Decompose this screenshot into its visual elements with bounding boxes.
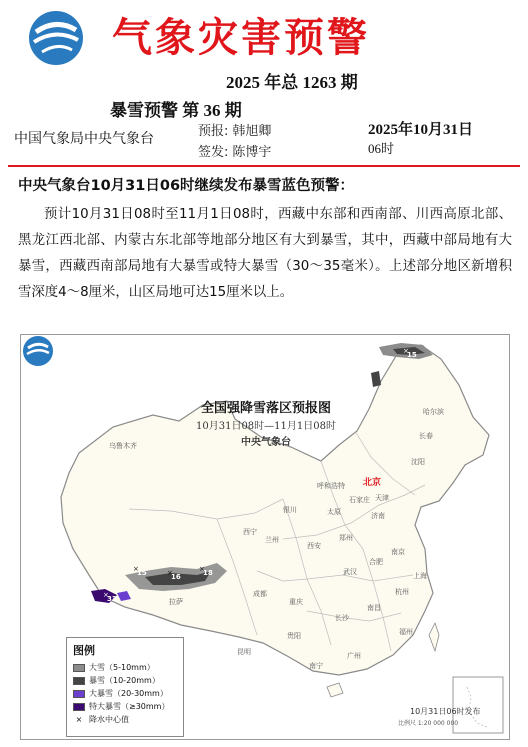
city-hangzhou: 杭州 <box>395 588 409 596</box>
snow-center-value: 33 <box>107 595 117 603</box>
approver-name: 陈博宇 <box>232 145 272 160</box>
city-huhehaote: 呼和浩特 <box>317 482 345 490</box>
legend-label: 大暴雪（20-30mm） <box>89 689 168 698</box>
legend-swatch <box>73 690 85 698</box>
city-guiyang: 贵阳 <box>287 632 301 640</box>
city-shanghai: 上海 <box>413 572 427 580</box>
city-beijing: 北京 <box>363 478 382 488</box>
city-lasa: 拉萨 <box>169 598 183 606</box>
approver-label: 签发: <box>198 145 229 160</box>
cma-map-logo-icon <box>21 335 55 367</box>
legend-label: 特大暴雪（≥30mm） <box>89 702 170 711</box>
forecaster-name: 韩旭卿 <box>232 124 272 139</box>
city-tianjin: 天津 <box>375 494 389 502</box>
city-nanjing: 南京 <box>391 548 405 556</box>
city-kunming: 昆明 <box>237 648 251 656</box>
legend-title: 图例 <box>73 644 95 657</box>
city-nanning: 南宁 <box>309 662 323 670</box>
legend-item-blizzard <box>73 674 177 687</box>
forecaster-line <box>198 120 271 139</box>
legend-item-center <box>73 713 177 726</box>
city-haerbin: 哈尔滨 <box>423 408 444 416</box>
city-chengdu: 成都 <box>253 590 267 598</box>
bulletin-body: 预计10月31日08时至11月1日08时，西藏中东部和西南部、川西高原北部、黑龙江西北部、内蒙古东北部等地部分地区有大到暴雪，其中，西藏中部局地有大暴雪，西藏西南部局地有大暴雪或特大暴雪（30～35毫米）。上述部分地区新增积雪深度4～8厘米，山区局地可达15厘米以上。 <box>18 207 512 300</box>
city-taiyuan: 太原 <box>327 508 341 516</box>
map-title: 全国强降雪落区预报图 <box>200 401 331 416</box>
legend-swatch <box>73 677 85 685</box>
legend-item-extreme-blizzard <box>73 700 177 713</box>
snow-area-northeast-2 <box>371 371 381 387</box>
legend-label: 暴雪（10-20mm） <box>89 676 160 685</box>
svg-text:×: × <box>133 565 139 573</box>
city-jinan: 济南 <box>371 512 385 520</box>
cma-logo-icon <box>20 10 92 66</box>
legend-label: 大雪（5-10mm） <box>89 663 155 672</box>
legend-item-heavy-snow <box>73 661 177 674</box>
legend-swatch <box>73 664 85 672</box>
svg-text:×: × <box>167 569 173 577</box>
approver-line <box>198 141 271 160</box>
map-period: 10月31日08时—11月1日08时 <box>196 421 336 432</box>
city-chongqing: 重庆 <box>289 598 303 606</box>
issue-time: 06时 <box>368 141 395 156</box>
city-xian: 西安 <box>307 542 321 550</box>
city-lanzhou: 兰州 <box>265 536 279 544</box>
legend-item-severe-blizzard <box>73 687 177 700</box>
forecaster-label: 预报: <box>198 124 229 139</box>
map-organization: 中央气象台 <box>241 437 291 448</box>
snow-center-value: 15 <box>137 569 147 577</box>
city-urumqi: 乌鲁木齐 <box>109 442 137 450</box>
city-fuzhou: 福州 <box>399 628 413 636</box>
city-changchun: 长春 <box>419 432 433 440</box>
city-shenyang: 沈阳 <box>411 458 425 466</box>
snow-center-value: 16 <box>171 573 181 581</box>
city-hefei: 合肥 <box>369 558 383 566</box>
svg-text:×: × <box>103 591 109 599</box>
map-publish-time: 10月31日06时发布 <box>410 707 481 716</box>
cross-icon: × <box>75 715 83 724</box>
city-shijiazhuang: 石家庄 <box>349 496 370 504</box>
legend-swatch <box>73 703 85 711</box>
issue-number: 2025 年总 1263 期 <box>226 73 358 92</box>
issue-date: 2025年10月31日 <box>368 122 474 138</box>
bulletin-headline: 中央气象台10月31日06时继续发布暴雪蓝色预警： <box>18 178 355 194</box>
snow-center-value: 18 <box>203 569 213 577</box>
bulletin-title: 气象灾害预警 <box>112 14 370 61</box>
city-xining: 西宁 <box>243 528 257 536</box>
city-guangzhou: 广州 <box>347 652 361 660</box>
city-nanchang: 南昌 <box>367 604 381 612</box>
map-scale: 比例尺 1:20 000 000 <box>398 720 459 727</box>
issuing-agency: 中国气象局中央气象台 <box>14 131 154 147</box>
city-yinchuan: 银川 <box>283 506 297 514</box>
snow-center-value: 15 <box>407 351 417 359</box>
blizzard-issue-number: 暴雪预警 第 36 期 <box>110 101 242 120</box>
svg-text:×: × <box>403 347 409 355</box>
legend-label: 降水中心值 <box>89 715 129 724</box>
city-changsha: 长沙 <box>335 614 349 622</box>
china-outline <box>61 345 489 675</box>
svg-text:×: × <box>199 565 205 573</box>
header-divider <box>8 165 520 167</box>
map-legend <box>66 637 184 737</box>
city-zhengzhou: 郑州 <box>339 534 353 542</box>
city-wuhan: 武汉 <box>343 568 357 576</box>
